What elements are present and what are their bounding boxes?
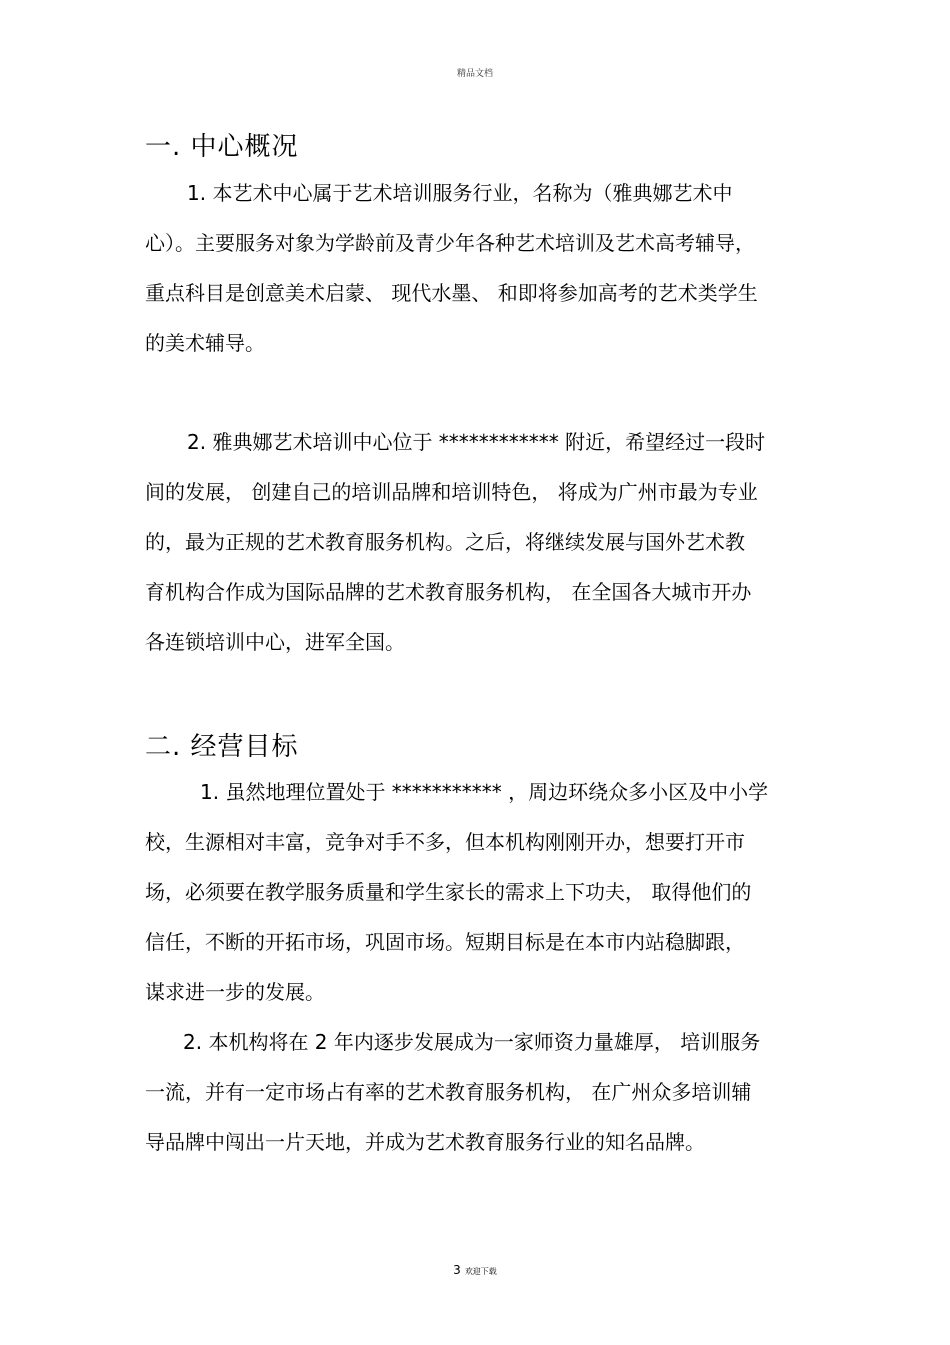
paragraph-line: 间的发展， 创建自己的培训品牌和培训特色， 将成为广州市最为专业 — [145, 480, 758, 504]
footer-note: 欢迎下载 — [464, 1267, 497, 1276]
paragraph-line: 校，生源相对丰富，竞争对手不多，但本机构刚刚开办，想要打开市 — [145, 830, 745, 854]
paragraph-line: 场，必须要在教学服务质量和学生家长的需求上下功夫， 取得他们的 — [145, 880, 752, 904]
header-note: 精品文档 — [456, 69, 493, 79]
paragraph-line: 谋求进一步的发展。 — [145, 980, 325, 1004]
paragraph-line: 2. 雅典娜艺术培训中心位于 ************ 附近，希望经过一段时 — [187, 430, 766, 454]
paragraph-line: 信任，不断的开拓市场，巩固市场。短期目标是在本市内站稳脚跟， — [145, 930, 745, 954]
paragraph-line: 的美术辅导。 — [145, 331, 265, 355]
paragraph-line: 育机构合作成为国际品牌的艺术教育服务机构， 在全国各大城市开办 — [145, 580, 752, 604]
section-heading-overview: 一. 中心概况 — [145, 132, 299, 162]
paragraph-line: 导品牌中闯出一片天地，并成为艺术教育服务行业的知名品牌。 — [145, 1130, 705, 1154]
paragraph-line: 1. 虽然地理位置处于 *********** ，周边环绕众多小区及中小学 — [200, 780, 769, 804]
paragraph-line: 2. 本机构将在 2 年内逐步发展成为一家师资力量雄厚， 培训服务 — [183, 1030, 761, 1054]
paragraph-line: 1. 本艺术中心属于艺术培训服务行业，名称为（雅典娜艺术中 — [187, 181, 733, 205]
paragraph-line: 的，最为正规的艺术教育服务机构。之后，将继续发展与国外艺术教 — [145, 530, 745, 554]
paragraph-line: 重点科目是创意美术启蒙、 现代水墨、 和即将参加高考的艺术类学生 — [145, 281, 758, 305]
paragraph-line: 各连锁培训中心，进军全国。 — [145, 630, 405, 654]
page-number: 3 — [453, 1263, 461, 1277]
section-heading-goals: 二. 经营目标 — [145, 732, 299, 762]
page-footer — [0, 1259, 950, 1278]
paragraph-line: 一流，并有一定市场占有率的艺术教育服务机构， 在广州众多培训辅 — [145, 1080, 752, 1104]
paragraph-line: 心）。主要服务对象为学龄前及青少年各种艺术培训及艺术高考辅导， — [145, 231, 755, 255]
